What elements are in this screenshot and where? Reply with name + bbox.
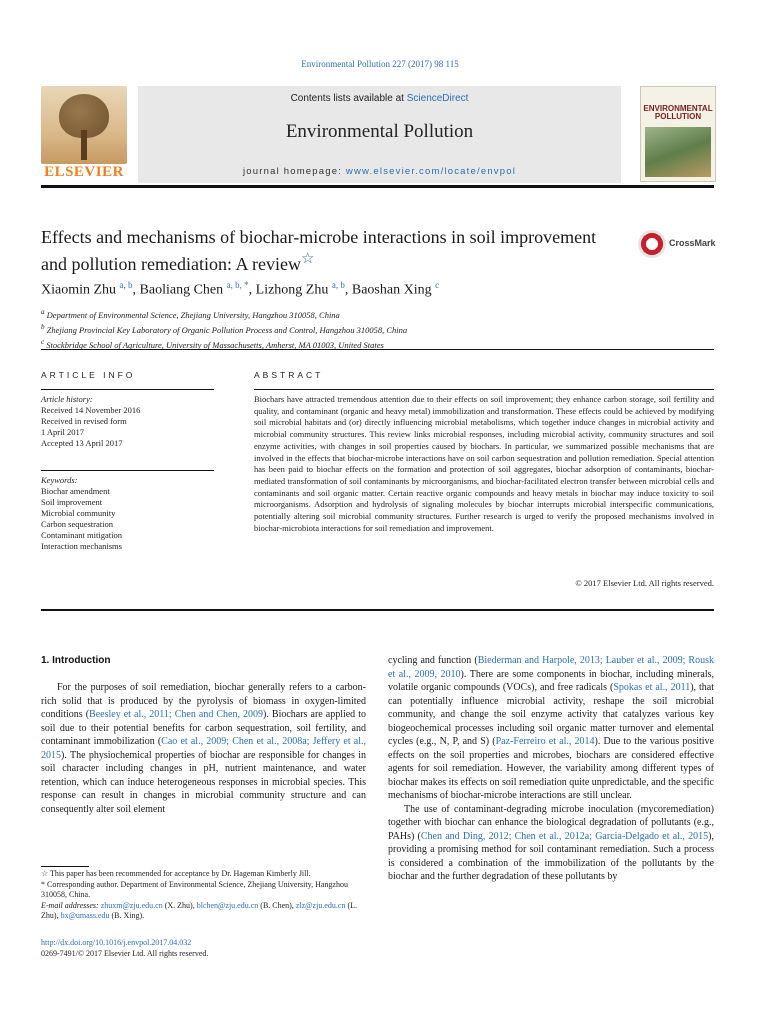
paragraph-text: ). Due to the various positive effects on the soil properties and microbes, biochars are considered effective agents for soil remediation. However, the variability among different types of biochar makes its effects on soil remediation quite unpredictable, and the specific mechanisms of biochar-microbe interactions are still unclear.: [388, 736, 714, 801]
journal-reference[interactable]: Environmental Pollution 227 (2017) 98 115: [301, 59, 459, 69]
email-label: E-mail addresses:: [41, 900, 99, 910]
citation-link[interactable]: Biederman and Harpole, 2013; Lauber et al., 2009; Rousk et al., 2009, 2010: [388, 655, 714, 680]
body-column-left: [41, 681, 366, 816]
paragraph-text: The use of contaminant-degrading microbe inoculation (mycoremediation) together with biochar can enhance the biological degradation of pollutants (e.g., PAHs) (: [388, 803, 714, 842]
paragraph-text: cycling and function (: [388, 655, 478, 666]
citation-link[interactable]: Beesley et al., 2011; Chen and Chen, 2009: [89, 709, 264, 720]
paragraph: [41, 681, 366, 816]
email-link[interactable]: blchen@zju.edu.cn: [196, 900, 259, 910]
history-item: Received in revised form: [41, 416, 127, 426]
history-label: Article history:: [41, 394, 93, 404]
elsevier-tree-logo-icon: [41, 86, 127, 164]
history-item: Received 14 November 2016: [41, 405, 141, 415]
header-divider: [41, 185, 714, 188]
doi-block: [41, 937, 366, 959]
keywords: [41, 475, 216, 552]
author-name: Xiaomin Zhu: [41, 282, 117, 298]
email-link[interactable]: bx@umass.edu: [60, 911, 110, 920]
citation-link[interactable]: Paz-Ferreiro et al., 2014: [495, 736, 595, 747]
paragraph-text: For the purposes of soil remediation, biochar generally refers to a carbon-rich solid that is produced by the pyrolysis of biomass in oxygen-limited conditions (: [41, 682, 366, 720]
footnote-recommendation: ☆ This paper has been recommended for acceptance by Dr. Hageman Kimberly Jill.: [41, 869, 311, 878]
doi-link[interactable]: http://dx.doi.org/10.1016/j.envpol.2017.04.032: [41, 938, 192, 947]
abstract-heading: ABSTRACT: [254, 370, 324, 380]
affil-text: Zhejiang Provincial Key Laboratory of Organic Pollution Process and Control, Hangzhou 310058, China: [46, 324, 408, 335]
affil-mark: a: [41, 308, 45, 316]
sciencedirect-link[interactable]: ScienceDirect: [406, 93, 469, 104]
crossmark-label: CrossMark: [669, 238, 716, 248]
article-title: [41, 226, 621, 275]
email-link[interactable]: zlz@zju.edu.cn: [295, 900, 346, 910]
history-item: Accepted 13 April 2017: [41, 438, 123, 448]
affiliations: [41, 306, 714, 350]
affiliation-item: [41, 306, 714, 321]
history-item: 1 April 2017: [41, 427, 84, 437]
cover-title: ENVIRONMENTAL POLLUTION: [643, 104, 713, 121]
paragraph-text: ). The physiochemical properties of biochar are responsible for changes in soil character including changes in pH, nutrient maintenance, and water retention, which can induce heterogeneous responses in microbial species. This response can result in changes in microbial community structure and can consequently alter soil element: [41, 749, 366, 815]
keywords-label: Keywords:: [41, 475, 78, 485]
affil-text: Department of Environmental Science, Zhejiang University, Hangzhou 310058, China: [46, 309, 340, 320]
email-owner: (B. Chen),: [260, 900, 294, 910]
publisher-logo-text: ELSEVIER: [44, 164, 124, 180]
author-name: Lizhong Zhu: [255, 282, 329, 298]
article-history: [41, 394, 216, 449]
email-owner: (B. Xing).: [111, 911, 145, 920]
article-info-heading: ARTICLE INFO: [41, 370, 136, 380]
journal-title: Environmental Pollution: [285, 121, 474, 142]
journal-homepage-line: [138, 166, 621, 177]
title-footnote-mark[interactable]: ☆: [300, 251, 315, 267]
title-divider: [41, 349, 714, 350]
affil-mark: b: [41, 322, 45, 331]
author-name: Baoshan Xing: [351, 282, 432, 298]
abstract-divider: [41, 609, 714, 611]
article-info-rule: [41, 389, 214, 390]
abstract-rule: [254, 389, 714, 390]
abstract-copyright: © 2017 Elsevier Ltd. All rights reserved.: [575, 578, 714, 588]
footnote-emails: [41, 901, 366, 922]
footnotes: [41, 869, 366, 922]
author-affil-mark[interactable]: a, b: [331, 280, 345, 290]
citation-link[interactable]: Chen and Ding, 2012; Chen et al., 2012a; Garcia-Delgado et al., 2015: [420, 830, 709, 842]
keyword-item: Microbial community: [41, 508, 116, 518]
citation-link[interactable]: Cao et al., 2009; Chen et al., 2008a; Jeffery et al., 2015: [41, 736, 366, 761]
homepage-prefix: journal homepage:: [242, 166, 346, 177]
citation-link[interactable]: Spokas et al., 2011: [613, 682, 691, 693]
issn-line: 0269-7491/© 2017 Elsevier Ltd. All rights reserved.: [41, 949, 209, 958]
keyword-item: Biochar amendment: [41, 486, 110, 496]
email-owner: (X. Zhu),: [164, 900, 195, 910]
contents-available-line: [138, 93, 621, 104]
affil-text: Stockbridge School of Agriculture, University of Massachusetts, Amherst, MA 01003, United States: [46, 339, 384, 350]
article-title-text: Effects and mechanisms of biochar-microbe interactions in soil improvement and pollution remediation: A review: [41, 227, 597, 274]
keywords-rule: [41, 470, 214, 471]
journal-cover-image: [640, 86, 716, 182]
author-affil-mark[interactable]: a, b: [119, 280, 133, 290]
author-affil-mark[interactable]: a, b, *: [226, 280, 249, 290]
cover-photo: [645, 127, 711, 177]
author-name: Baoliang Chen: [139, 282, 224, 298]
email-link[interactable]: zhuxm@zju.edu.cn: [100, 900, 163, 910]
footnote-corresponding: * Corresponding author. Department of Environmental Science, Zhejiang University, Hangzhou 310058, China.: [41, 879, 348, 899]
keyword-item: Soil improvement: [41, 497, 103, 507]
keyword-item: Carbon sequestration: [41, 519, 113, 529]
email-owner: (L. Zhu),: [41, 900, 357, 920]
paragraph-text: ), providing a promising method for soil contaminant remediation. Such a process is considered a combination of the immobilization of the pollutants by the biochar and the further degradation of these pollutants by: [388, 830, 714, 882]
affiliation-item: [41, 321, 714, 336]
contents-prefix: Contents lists available at: [290, 93, 407, 104]
section-heading-introduction: 1. Introduction: [41, 655, 111, 666]
paragraph: [388, 654, 714, 803]
keyword-item: Contaminant mitigation: [41, 530, 122, 540]
abstract-text: Biochars have attracted tremendous attention due to their effects on soil improvement; they enhance carbon storage, soil fertility and quality, and contaminant (organic and heavy metal) immobilization and transformation. These effects could be achieved by modifying soil microbial habitats and (or) directly influencing microbial metabolisms, which together induce changes in microbial activity and microbial community structures. This review links microbial responses, including microbial activity, community structures and soil enzyme activities, with changes in soil properties caused by biochars. In particular, we summarized possible mechanisms that are involved in the effects that biochar-microbe interactions have on soil carbon sequestration and pollution remediation. Special attention has been paid to biochar effects on the formation and protection of soil aggregates, biochar adsorption of contaminants, biochar-mediated transformation of soil contaminants by microorganisms, and biochar-facilitated electron transfer between microbial cells and contaminants and soil organic matter. Certain reactive organic compounds and heavy metals in biochar may induce toxicity to soil microorganisms. Adsorption and hydrolysis of signaling molecules by biochar interrupts microbial interspecific communications, potentially altering soil microbial community structures. Further research is urged to verify the proposed mechanisms involved in biochar-microbiota interactions for soil remediation and improvement.: [254, 394, 714, 533]
paragraph: [388, 803, 714, 884]
paragraph-text: ). Biochars are applied to soil due to their potential benefits for carbon sequestration, soil fertility, and contaminant immobilization (: [41, 709, 367, 747]
paragraph-text: ). There are some components in biochar, including minerals, volatile organic compounds (VOCs), and free radicals (: [388, 668, 714, 693]
crossmark-icon: [638, 230, 666, 258]
keyword-item: Interaction mechanisms: [41, 541, 122, 551]
author-affil-mark[interactable]: c: [435, 280, 440, 290]
footnote-rule: [41, 866, 89, 867]
homepage-link[interactable]: www.elsevier.com/locate/envpol: [345, 166, 517, 177]
paragraph-text: ), that can potentially influence microbial activity, reshape the soil microbial community, and change the soil enzyme activity that catalyzes various key biogeochemical processes including soil organic matter turnover and elemental cycles (e.g., N, P, and S) (: [388, 682, 715, 747]
author-list: Xiaomin Zhu $^{a, b}$, Baoliang Chen $^{a, b, *}$, Lizhong Zhu $^{a, b}$, Baoshan Xing $^c$: [41, 280, 440, 298]
affil-mark: c: [41, 337, 45, 346]
body-column-right: [388, 654, 714, 884]
crossmark-button[interactable]: [638, 230, 716, 258]
